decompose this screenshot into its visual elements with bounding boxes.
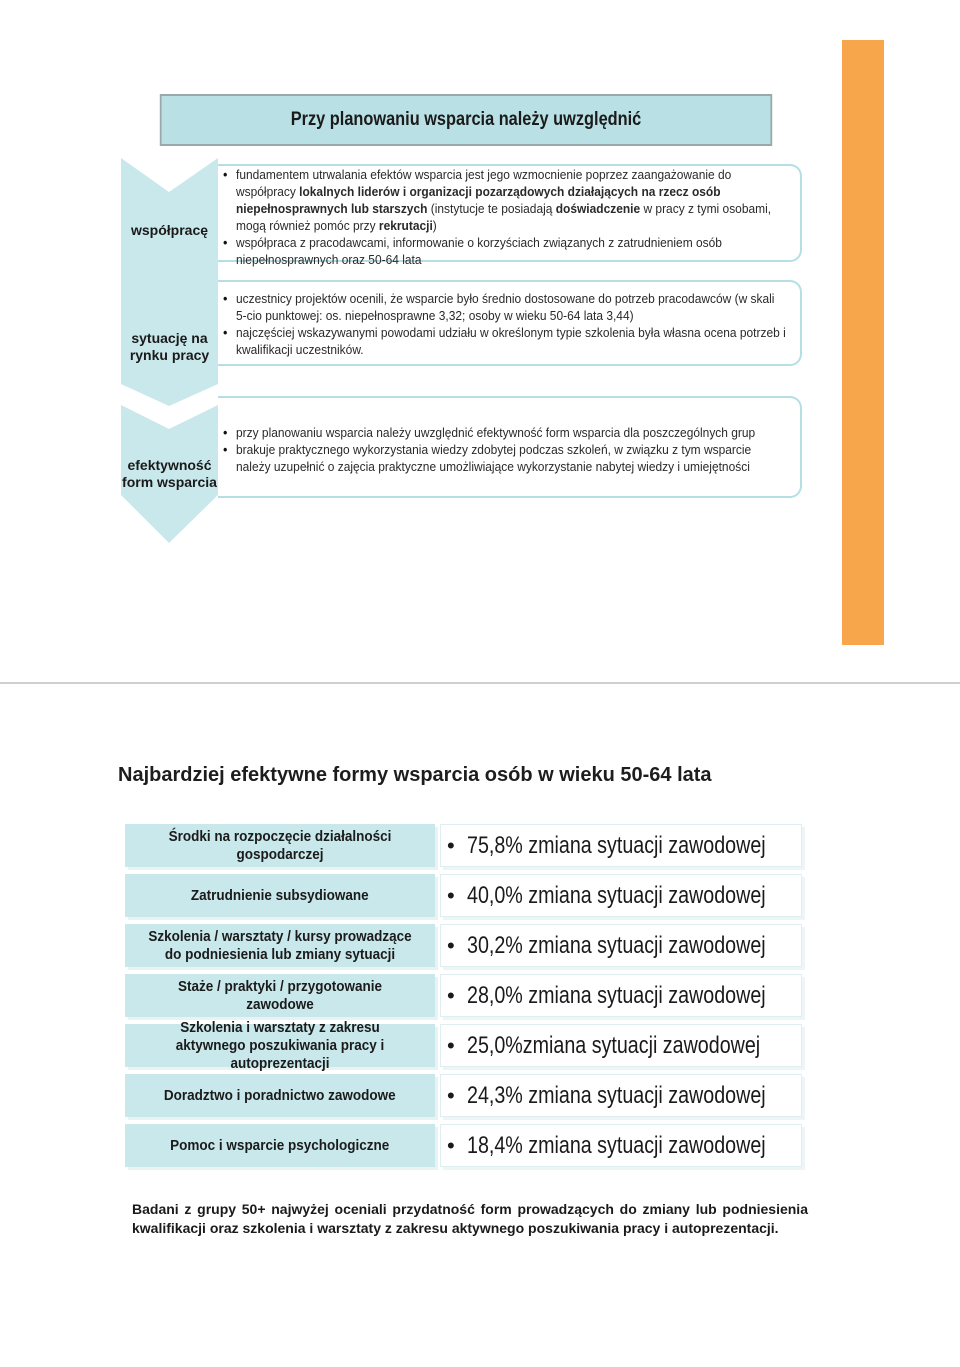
slide-2 [0, 684, 960, 1367]
bullet-item: • uczestnicy projektów ocenili, że wsparcie było średnio dostosowane do potrzeb pracodawców (w skali 5-cio punktowej: os. niepełnosprawne 3,32; osoby w wieku 50-64 lata 3,44) [236, 290, 788, 324]
chevron-sytuacja [121, 278, 218, 406]
bullet-item: • fundamentem utrwalania efektów wsparcia jest jego wzmocnienie poprzez zaangażowanie do współpracy lokalnych liderów i organizacji pozarządowych działających na rzecz osób niepełnosprawnych lub starszych (instytucje te posiadają doświadczenie w pracy z tymi osobami, mogą również pomóc przy rekrutacji) [236, 166, 788, 234]
content-box-efektywnosc [218, 396, 802, 498]
form-result: • 18,4% zmiana sytuacji zawodowej [440, 1124, 802, 1167]
bullet-item: • przy planowaniu wsparcia należy uwzględnić efektywność form wsparcia dla poszczególnych grup [236, 424, 788, 441]
form-label: Szkolenia / warsztaty / kursy prowadzące do podniesienia lub zmiany sytuacji [125, 924, 435, 967]
chevron-label: współpracę [130, 222, 209, 238]
form-result: • 40,0% zmiana sytuacji zawodowej [440, 874, 802, 917]
chevron-label: sytuację na rynku pracy [129, 330, 210, 363]
form-label: Doradztwo i poradnictwo zawodowe [125, 1074, 435, 1117]
slide-2-title: Najbardziej efektywne formy wsparcia osób w wieku 50-64 lata [118, 764, 712, 786]
form-label: Staże / praktyki / przygotowanie zawodowe [125, 974, 435, 1017]
form-result: • 30,2% zmiana sytuacji zawodowej [440, 924, 802, 967]
bullet-item: • najczęściej wskazywanymi powodami udziału w określonym typie szkolenia była własna ocena potrzeb i kwalifikacji uczestników. [236, 324, 788, 358]
form-label: Szkolenia i warsztaty z zakresu aktywnego poszukiwania pracy i autoprezentacji [125, 1024, 435, 1067]
bullet-item: • brakuje praktycznego wykorzystania wiedzy zdobytej podczas szkoleń, w związku z tym wsparcie należy uzupełnić o zajęcia praktyczne umożliwiające wykorzystanie nabytej wiedzy i umiejętności [236, 441, 788, 475]
summary-text: Badani z grupy 50+ najwyżej oceniali przydatność form prowadzących do zmiany lub podniesienia kwalifikacji oraz szkolenia i warsztaty z zakresu aktywnego poszukiwania pracy i autoprezentacji. [132, 1201, 808, 1236]
chevron-label: efektywność form wsparcia [122, 457, 217, 490]
form-label: Środki na rozpoczęcie działalności gospodarczej [125, 824, 435, 867]
content-box-wspolprace [218, 164, 802, 267]
chevron-efektywnosc [121, 405, 218, 543]
accent-bar [842, 40, 884, 645]
form-result: • 28,0% zmiana sytuacji zawodowej [440, 974, 802, 1017]
form-result: • 75,8% zmiana sytuacji zawodowej [440, 824, 802, 867]
slide-1-title: Przy planowaniu wsparcia należy uwzględnić [160, 94, 772, 146]
content-box-sytuacja [218, 280, 802, 366]
bullet-item: • współpraca z pracodawcami, informowanie o korzyściach związanych z zatrudnieniem osób niepełnosprawnych oraz 50-64 lata [236, 234, 788, 268]
form-label: Pomoc i wsparcie psychologiczne [125, 1124, 435, 1167]
form-result: • 25,0%zmiana sytuacji zawodowej [440, 1024, 802, 1067]
form-result: • 24,3% zmiana sytuacji zawodowej [440, 1074, 802, 1117]
slide-1 [0, 0, 960, 682]
form-label: Zatrudnienie subsydiowane [125, 874, 435, 917]
